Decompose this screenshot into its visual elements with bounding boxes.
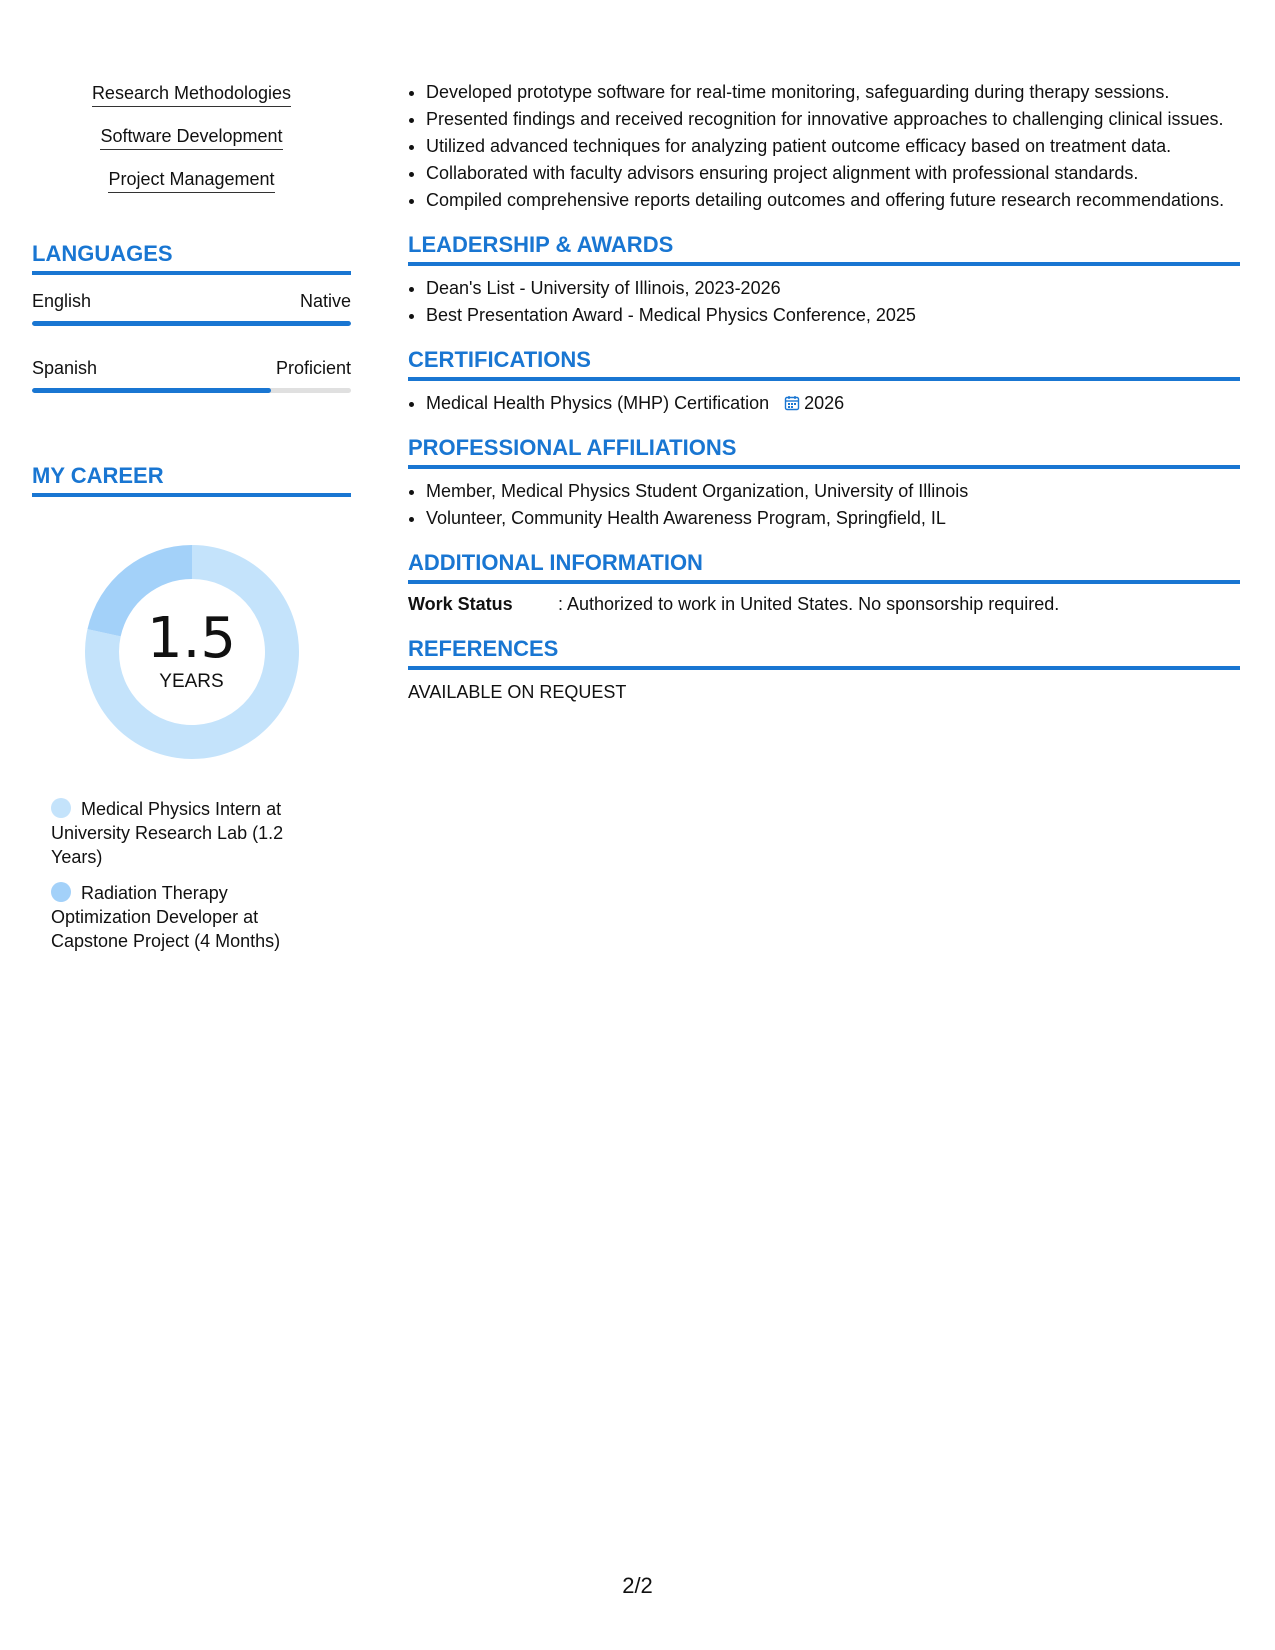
list-item: • Volunteer, Community Health Awareness Program, Springfield, IL bbox=[426, 506, 1240, 530]
career-donut-chart bbox=[77, 537, 307, 767]
experience-bullets bbox=[408, 80, 1240, 212]
calendar-icon bbox=[784, 395, 800, 411]
references-title: REFERENCES bbox=[408, 636, 1240, 670]
language-level-bar bbox=[32, 321, 351, 326]
list-item: • Utilized advanced techniques for analyzing patient outcome efficacy based on treatment data. bbox=[426, 134, 1240, 158]
legend-label: Medical Physics Intern at University Research Lab (1.2 Years) bbox=[51, 799, 284, 867]
legend-dot-icon bbox=[51, 798, 71, 818]
work-status-value: : Authorized to work in United States. No sponsorship required. bbox=[558, 594, 1060, 614]
list-item: • Collaborated with faculty advisors ensuring project alignment with professional standards. bbox=[426, 161, 1240, 185]
references-text: AVAILABLE ON REQUEST bbox=[408, 682, 627, 702]
language-english bbox=[32, 289, 351, 326]
skills-list bbox=[32, 82, 351, 193]
leadership-section bbox=[408, 232, 1240, 327]
leadership-title: LEADERSHIP & AWARDS bbox=[408, 232, 1240, 266]
list-item: • Presented findings and received recognition for innovative approaches to challenging clinical issues. bbox=[426, 107, 1240, 131]
list-item: • Compiled comprehensive reports detailing outcomes and offering future research recommendations. bbox=[426, 188, 1240, 212]
right-column bbox=[408, 80, 1240, 704]
list-item: • Developed prototype software for real-time monitoring, safeguarding during therapy sessions. bbox=[426, 80, 1240, 104]
skill-item: Project Management bbox=[108, 168, 274, 193]
legend-dot-icon bbox=[51, 882, 71, 902]
list-item: • Dean's List - University of Illinois, 2023-2026 bbox=[426, 276, 1240, 300]
career-title: MY CAREER bbox=[32, 463, 351, 497]
career-total-value: 1.5 bbox=[146, 606, 237, 671]
language-spanish bbox=[32, 356, 351, 393]
certification-year: 2026 bbox=[804, 393, 845, 413]
legend-item bbox=[51, 797, 311, 869]
certifications-section bbox=[408, 347, 1240, 415]
languages-section bbox=[32, 241, 351, 393]
additional-title: ADDITIONAL INFORMATION bbox=[408, 550, 1240, 584]
list-item: • Member, Medical Physics Student Organization, University of Illinois bbox=[426, 479, 1240, 503]
language-level-bar bbox=[32, 388, 351, 393]
language-name: English bbox=[32, 291, 92, 311]
legend-item bbox=[51, 881, 311, 953]
language-name: Spanish bbox=[32, 358, 98, 378]
language-level-fill bbox=[32, 388, 271, 393]
references-section bbox=[408, 636, 1240, 704]
list-item: • Best Presentation Award - Medical Physics Conference, 2025 bbox=[426, 303, 1240, 327]
career-section bbox=[32, 463, 351, 953]
career-legend bbox=[51, 797, 311, 953]
career-total-unit: YEARS bbox=[159, 671, 224, 692]
affiliations-section bbox=[408, 435, 1240, 530]
certifications-title: CERTIFICATIONS bbox=[408, 347, 1240, 381]
language-level: Proficient bbox=[275, 358, 351, 378]
work-status-label: Work Status bbox=[408, 594, 513, 614]
affiliations-title: PROFESSIONAL AFFILIATIONS bbox=[408, 435, 1240, 469]
left-column bbox=[32, 82, 351, 965]
legend-label: Radiation Therapy Optimization Developer at Capstone Project (4 Months) bbox=[51, 883, 281, 951]
certification-name: Medical Health Physics (MHP) Certification bbox=[426, 393, 770, 413]
skill-item: Software Development bbox=[100, 125, 282, 150]
language-level-fill bbox=[32, 321, 351, 326]
skill-item: Research Methodologies bbox=[92, 82, 291, 107]
additional-section bbox=[408, 550, 1240, 616]
list-item bbox=[426, 391, 1240, 415]
page-number: 2/2 bbox=[622, 1573, 653, 1598]
languages-title: LANGUAGES bbox=[32, 241, 351, 275]
language-level: Native bbox=[299, 291, 351, 311]
